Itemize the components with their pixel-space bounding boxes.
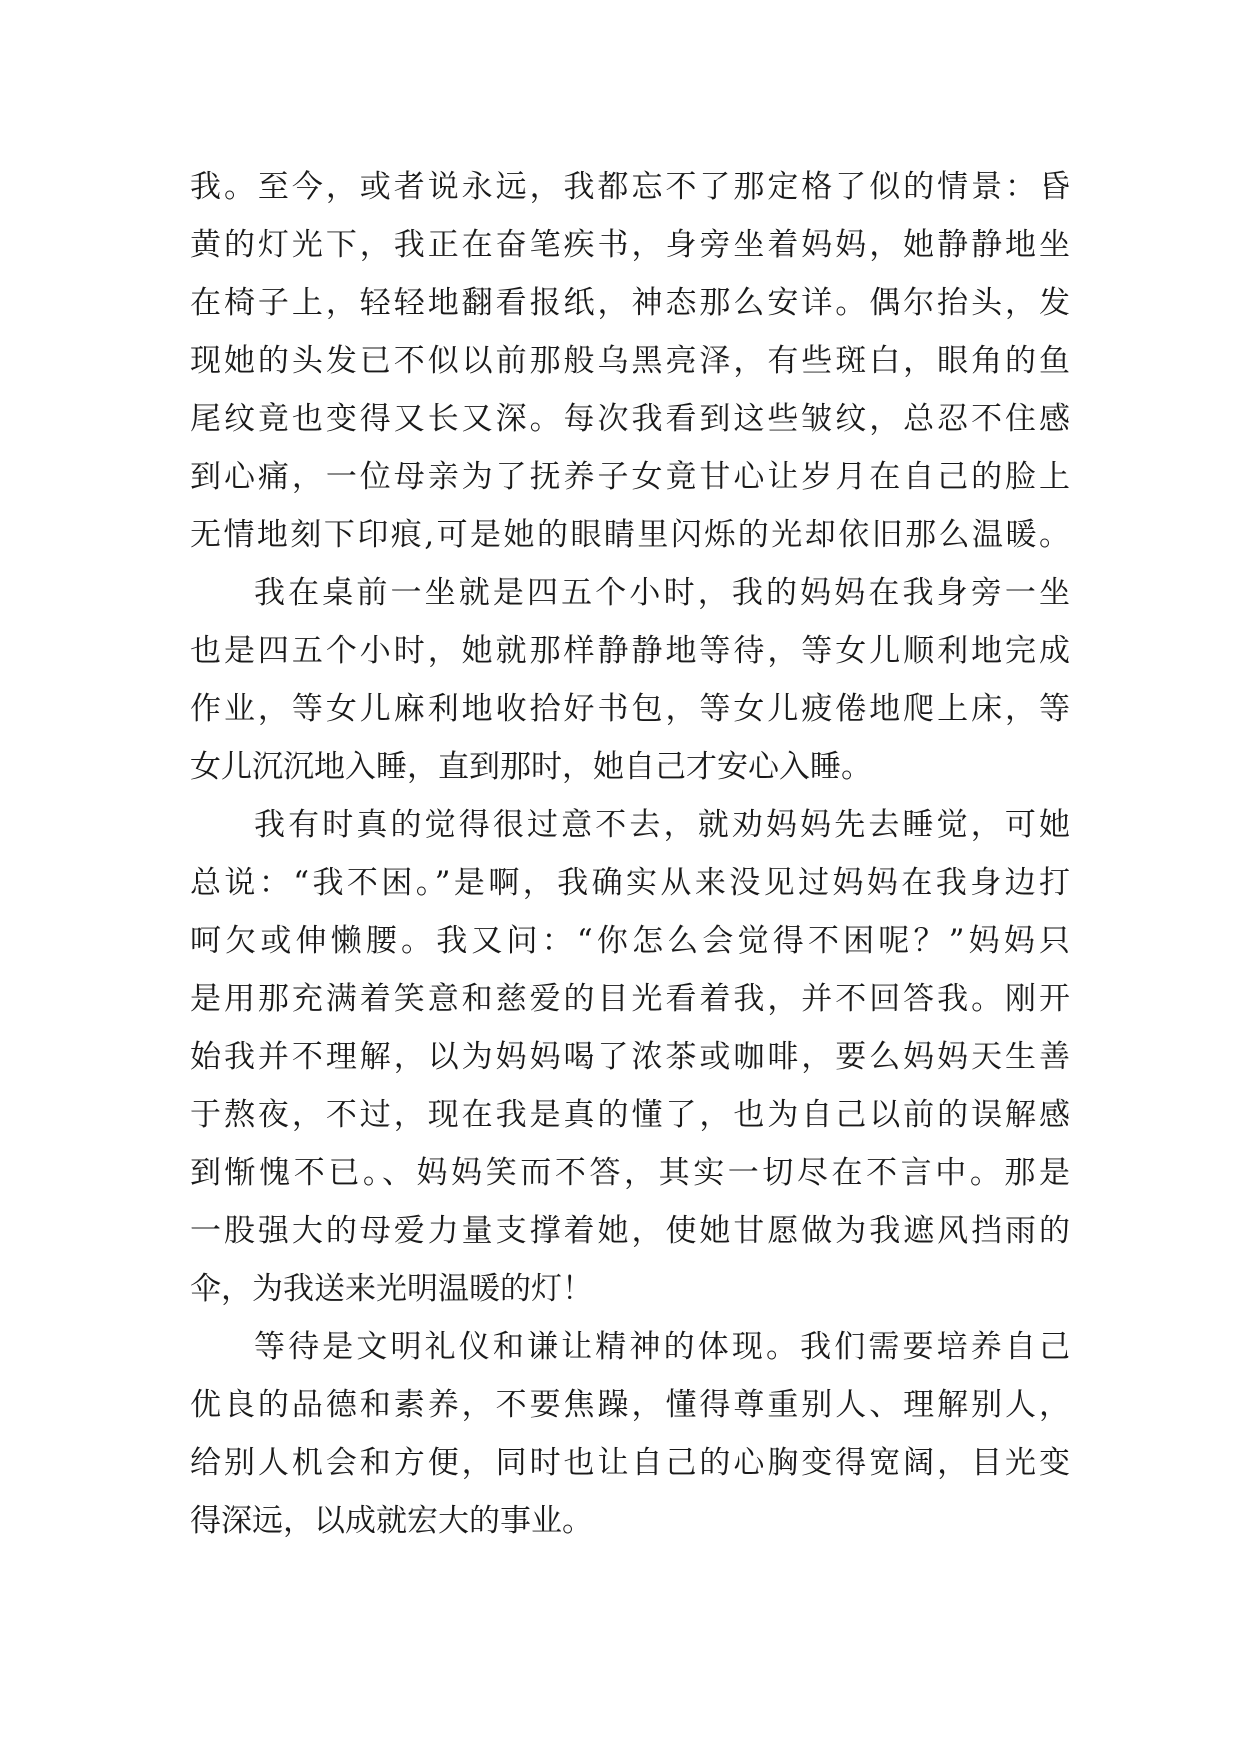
- text-line: 给别人机会和方便，同时也让自己的心胸变得宽阔，目光变: [190, 1445, 1070, 1481]
- paragraph: [190, 158, 1070, 564]
- text-line: 到惭愧不已。、妈妈笑而不答，其实一切尽在不言中。那是: [190, 1155, 1070, 1191]
- paragraph: [190, 796, 1070, 1318]
- text-line: 呵欠或伸懒腰。我又问：“你怎么会觉得不困呢？”妈妈只: [190, 923, 1070, 959]
- text-line: 总说：“我不困。”是啊，我确实从来没见过妈妈在我身边打: [190, 865, 1070, 901]
- text-line: 始我并不理解，以为妈妈喝了浓茶或咖啡，要么妈妈天生善: [190, 1039, 1070, 1075]
- text-line: 尾纹竟也变得又长又深。每次我看到这些皱纹，总忍不住感: [190, 401, 1070, 437]
- text-line: 我有时真的觉得很过意不去，就劝妈妈先去睡觉，可她: [254, 807, 1070, 843]
- text-line: 也是四五个小时，她就那样静静地等待，等女儿顺利地完成: [190, 633, 1070, 669]
- text-line: 无情地刻下印痕,可是她的眼睛里闪烁的光却依旧那么温暖。: [190, 517, 1070, 553]
- text-line: 到心痛，一位母亲为了抚养子女竟甘心让岁月在自己的脸上: [190, 459, 1070, 495]
- text-line: 作业，等女儿麻利地收拾好书包，等女儿疲倦地爬上床，等: [190, 691, 1070, 727]
- text-line: 黄的灯光下，我正在奋笔疾书，身旁坐着妈妈，她静静地坐: [190, 227, 1070, 263]
- document-body: [190, 158, 1070, 1550]
- text-line: 伞，为我送来光明温暖的灯！: [190, 1271, 593, 1307]
- text-line: 于熬夜，不过，现在我是真的懂了，也为自己以前的误解感: [190, 1097, 1070, 1133]
- text-line: 是用那充满着笑意和慈爱的目光看着我，并不回答我。刚开: [190, 981, 1070, 1017]
- text-line: 一股强大的母爱力量支撑着她，使她甘愿做为我遮风挡雨的: [190, 1213, 1070, 1249]
- text-line: 女儿沉沉地入睡，直到那时，她自己才安心入睡。: [190, 749, 872, 785]
- text-line: 我在桌前一坐就是四五个小时，我的妈妈在我身旁一坐: [254, 575, 1070, 611]
- text-line: 现她的头发已不似以前那般乌黑亮泽，有些斑白，眼角的鱼: [190, 343, 1070, 379]
- text-line: 优良的品德和素养，不要焦躁，懂得尊重别人、理解别人，: [190, 1387, 1070, 1423]
- paragraph: [190, 1318, 1070, 1550]
- text-line: 在椅子上，轻轻地翻看报纸，神态那么安详。偶尔抬头，发: [190, 285, 1070, 321]
- paragraph: [190, 564, 1070, 796]
- text-line: 我。至今，或者说永远，我都忘不了那定格了似的情景：昏: [190, 169, 1070, 205]
- text-line: 得深远，以成就宏大的事业。: [190, 1503, 593, 1539]
- text-line: 等待是文明礼仪和谦让精神的体现。我们需要培养自己: [254, 1329, 1070, 1365]
